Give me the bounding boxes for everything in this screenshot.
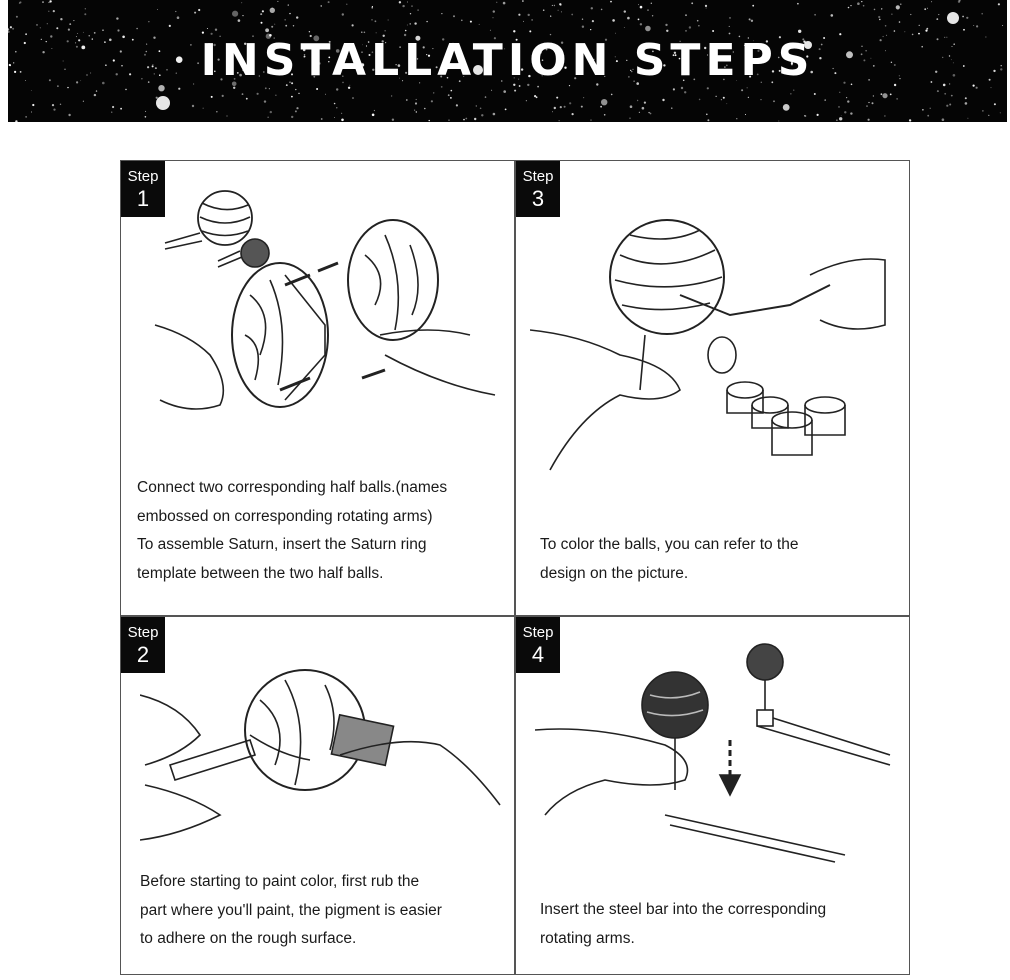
step-2-line-3: to adhere on the rough surface.: [140, 930, 357, 947]
step-4-number: 4: [531, 642, 545, 667]
grid-divider-vertical: [514, 160, 516, 975]
step-2-number: 2: [136, 642, 150, 667]
grid-divider-horizontal: [120, 615, 910, 617]
step-4-line-1: Insert the steel bar into the corresponding: [540, 901, 827, 918]
step-3-number: 3: [531, 186, 545, 211]
step-3-line-1: To color the balls, you can refer to the: [540, 536, 799, 553]
step-2-caption: [140, 868, 442, 954]
step-2-line-1: Before starting to paint color, first rub the: [140, 873, 420, 890]
step-1-line-1: Connect two corresponding half balls.(names: [137, 479, 448, 496]
step-2-illustration: [140, 655, 505, 845]
step-2-label: Step: [127, 624, 159, 641]
step-4-line-2: rotating arms.: [540, 929, 635, 947]
step-1-number: 1: [136, 186, 150, 211]
starfield-banner: [8, 0, 1007, 122]
step-1-caption: [137, 474, 447, 588]
step-4-illustration: [535, 640, 895, 865]
step-2-line-2: part where you'll paint, the pigment is easier: [140, 901, 442, 919]
step-1-line-4: template between the two half balls.: [137, 564, 384, 582]
step-4-label: Step: [522, 624, 554, 641]
step-1-label: Step: [127, 168, 159, 185]
step-4-caption: [540, 896, 826, 953]
step-3-line-2: design on the picture.: [540, 564, 689, 582]
step-3-badge: [516, 161, 560, 217]
step-3-caption: [540, 531, 798, 588]
step-3-label: Step: [522, 168, 554, 185]
page-title: INSTALLATION STEPS: [200, 35, 815, 86]
step-1-line-2: embossed on corresponding rotating arms): [137, 507, 433, 525]
step-1-line-3: To assemble Saturn, insert the Saturn ring: [137, 536, 427, 553]
step-1-illustration: [150, 185, 500, 425]
step-3-illustration: [530, 215, 890, 475]
